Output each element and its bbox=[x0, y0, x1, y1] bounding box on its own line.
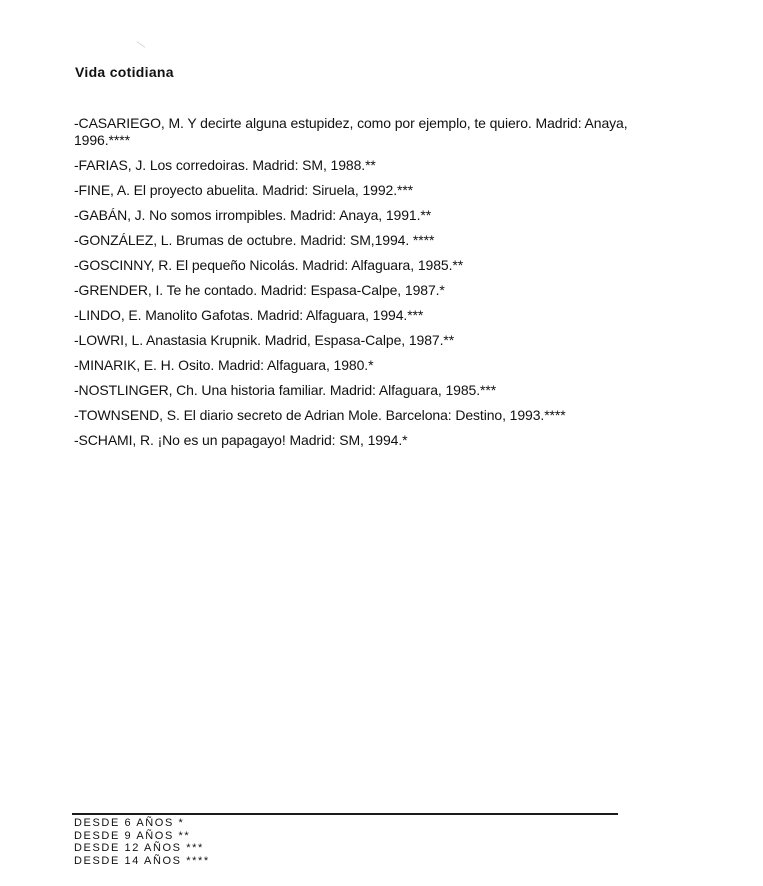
bibliography-entry: -MINARIK, E. H. Osito. Madrid: Alfaguara, 1980.* bbox=[74, 357, 374, 373]
bibliography-entry: -GRENDER, I. Te he contado. Madrid: Espasa-Calpe, 1987.* bbox=[74, 282, 445, 298]
legend-item: DESDE 9 AÑOS ** bbox=[74, 829, 191, 842]
age-legend bbox=[74, 817, 210, 867]
bibliography-entry: -LINDO, E. Manolito Gafotas. Madrid: Alfaguara, 1994.*** bbox=[74, 307, 424, 323]
legend-item: DESDE 12 AÑOS *** bbox=[74, 842, 204, 854]
scan-artifact bbox=[137, 41, 146, 48]
bibliography-entry: -FARIAS, J. Los corredoiras. Madrid: SM, 1988.** bbox=[74, 157, 376, 173]
bibliography-entry: -LOWRI, L. Anastasia Krupnik. Madrid, Espasa-Calpe, 1987.** bbox=[74, 332, 455, 348]
bibliography-entry: -NOSTLINGER, Ch. Una historia familiar. Madrid: Alfaguara, 1985.*** bbox=[74, 382, 497, 398]
bibliography-entry: -GOSCINNY, R. El pequeño Nicolás. Madrid: Alfaguara, 1985.** bbox=[74, 257, 464, 273]
bibliography-entry: -TOWNSEND, S. El diario secreto de Adrian Mole. Barcelona: Destino, 1993.**** bbox=[74, 407, 566, 423]
bibliography-entry: -SCHAMI, R. ¡No es un papagayo! Madrid: SM, 1994.* bbox=[74, 432, 408, 448]
bibliography-entry: -GABÁN, J. No somos irrompibles. Madrid: Anaya, 1991.** bbox=[74, 207, 432, 223]
bibliography-list bbox=[74, 115, 634, 457]
section-title: Vida cotidiana bbox=[75, 64, 174, 80]
legend-item: DESDE 14 AÑOS **** bbox=[74, 854, 210, 867]
bibliography-entry: -GONZÁLEZ, L. Brumas de octubre. Madrid: SM,1994. **** bbox=[74, 232, 435, 248]
bibliography-entry: -FINE, A. El proyecto abuelita. Madrid: Siruela, 1992.*** bbox=[74, 182, 414, 198]
footer-divider bbox=[72, 813, 618, 815]
bibliography-entry: -CASARIEGO, M. Y decirte alguna estupidez, como por ejemplo, te quiero. Madrid: Anaya, 1996.**** bbox=[74, 115, 628, 148]
legend-item: DESDE 6 AÑOS * bbox=[74, 817, 185, 829]
